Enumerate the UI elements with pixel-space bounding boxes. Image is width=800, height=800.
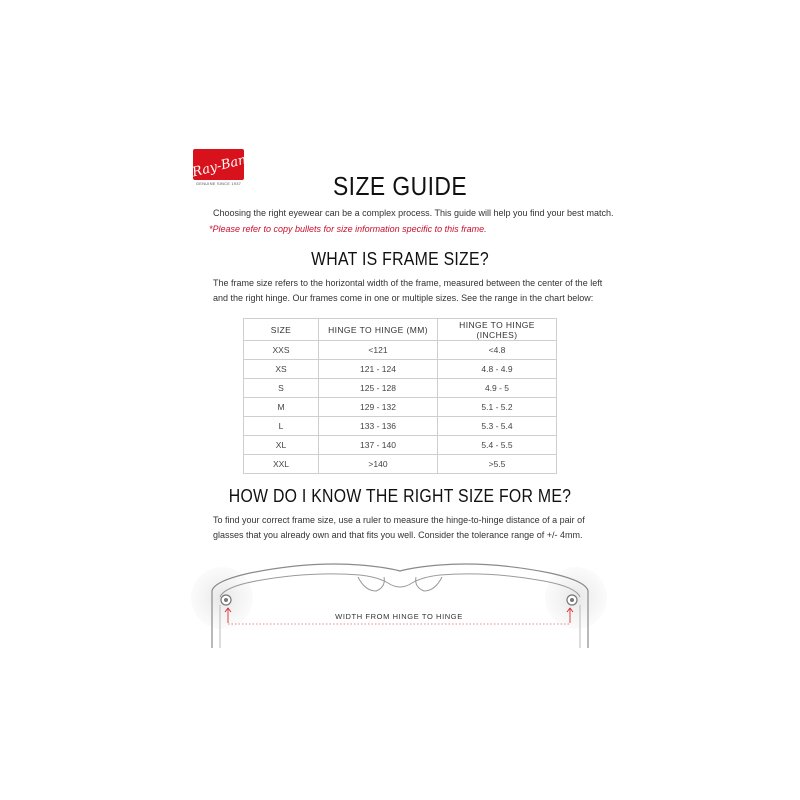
right-size-text-line2: glasses that you already own and that fits you well. Consider the tolerance range of +/- 4mm.: [213, 530, 583, 540]
header-inches: HINGE TO HINGE (INCHES): [438, 319, 557, 341]
cell-mm: 129 - 132: [319, 398, 438, 417]
cell-mm: 133 - 136: [319, 417, 438, 436]
table-row: [244, 379, 557, 398]
cell-size: XL: [244, 436, 319, 455]
cell-inches: 5.1 - 5.2: [438, 398, 557, 417]
table-row: [244, 417, 557, 436]
frame-top-outline: [212, 564, 588, 605]
frame-size-text-line1: The frame size refers to the horizontal width of the frame, measured between the center of the left: [213, 278, 603, 288]
table-row: [244, 455, 557, 474]
cell-mm: <121: [319, 341, 438, 360]
size-table: [243, 318, 557, 474]
cell-inches: 4.9 - 5: [438, 379, 557, 398]
cell-size: XS: [244, 360, 319, 379]
cell-mm: >140: [319, 455, 438, 474]
cell-size: XXL: [244, 455, 319, 474]
cell-inches: >5.5: [438, 455, 557, 474]
measurement-label: WIDTH FROM HINGE TO HINGE: [335, 612, 463, 621]
cell-size: S: [244, 379, 319, 398]
cell-mm: 125 - 128: [319, 379, 438, 398]
cell-inches: 5.3 - 5.4: [438, 417, 557, 436]
table-row: [244, 436, 557, 455]
right-size-heading: HOW DO I KNOW THE RIGHT SIZE FOR ME?: [228, 486, 572, 506]
cell-size: M: [244, 398, 319, 417]
intro-text: Choosing the right eyewear can be a complex process. This guide will help you find your best match.: [213, 208, 614, 218]
table-row: [244, 398, 557, 417]
header-size: SIZE: [244, 319, 319, 341]
cell-mm: 121 - 124: [319, 360, 438, 379]
logo-brand-text: Ray-Ban: [190, 151, 248, 180]
cell-inches: <4.8: [438, 341, 557, 360]
frame-size-heading: WHAT IS FRAME SIZE?: [311, 249, 489, 269]
cell-inches: 5.4 - 5.5: [438, 436, 557, 455]
cell-inches: 4.8 - 4.9: [438, 360, 557, 379]
cell-size: XXS: [244, 341, 319, 360]
page-title: SIZE GUIDE: [332, 171, 468, 201]
logo-tagline: GENUINE SINCE 1937: [195, 181, 242, 186]
table-row: [244, 341, 557, 360]
cell-size: L: [244, 417, 319, 436]
table-row: [244, 360, 557, 379]
cell-mm: 137 - 140: [319, 436, 438, 455]
right-hinge-pin: [570, 598, 574, 602]
frame-inner-outline: [220, 574, 580, 597]
frame-size-text-line2: and the right hinge. Our frames come in one or multiple sizes. See the range in the chart below:: [213, 293, 594, 303]
frame-measurement-illustration: [190, 553, 610, 653]
right-size-text-line1: To find your correct frame size, use a ruler to measure the hinge-to-hinge distance of a pair of: [213, 515, 585, 525]
left-hinge-pin: [224, 598, 228, 602]
size-table-header-row: [244, 319, 557, 341]
header-mm: HINGE TO HINGE (MM): [319, 319, 438, 341]
size-note: *Please refer to copy bullets for size information specific to this frame.: [209, 224, 487, 234]
